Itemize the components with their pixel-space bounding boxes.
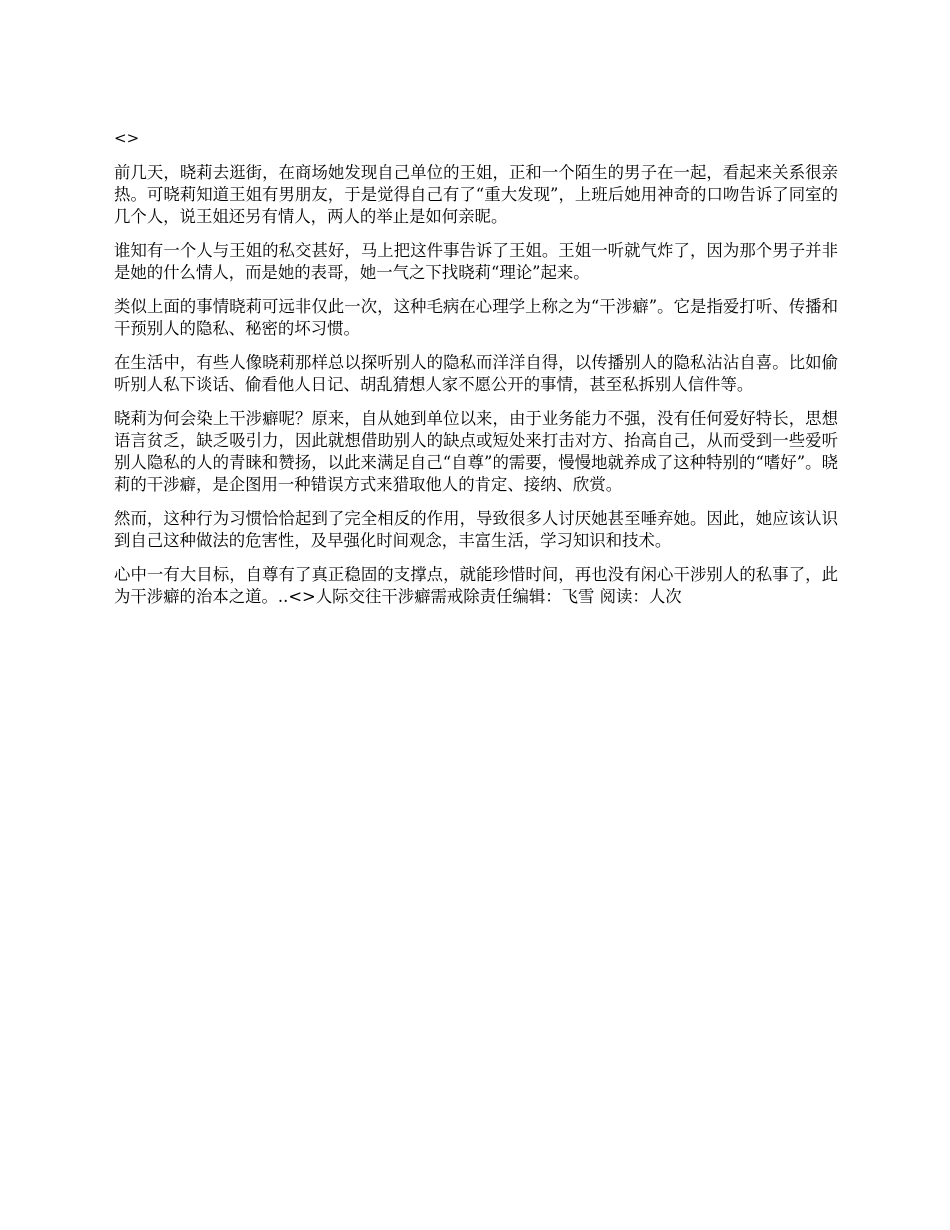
paragraph-5: 晓莉为何会染上干涉癖呢？原来，自从她到单位以来，由于业务能力不强，没有任何爱好特长，思想语言贫乏，缺乏吸引力，因此就想借助别人的缺点或短处来打击对方、抬高自己，从而受到一些爱听别人隐私的人的青睐和赞扬，以此来满足自己“自尊”的需要，慢慢地就养成了这种特别的“嗜好”。晓莉的干涉癖，是企图用一种错误方式来猎取他人的肯定、接纳、欣赏。	[114, 409, 838, 494]
paragraph-7: 心中一有大目标，自尊有了真正稳固的支撑点，就能珍惜时间，再也没有闲心干涉别人的私事了，此为干涉癖的治本之道。..<>人际交往干涉癖需戒除责任编辑：飞雪 阅读：人次	[114, 565, 838, 606]
paragraph-3: 类似上面的事情晓莉可远非仅此一次，这种毛病在心理学上称之为“干涉癖”。它是指爱打听、传播和干预别人的隐私、秘密的坏习惯。	[114, 297, 838, 338]
paragraph-4: 在生活中，有些人像晓莉那样总以探听别人的隐私而洋洋自得，以传播别人的隐私沾沾自喜。比如偷听别人私下谈话、偷看他人日记、胡乱猜想人家不愿公开的事情，甚至私拆别人信件等。	[114, 353, 838, 394]
paragraph-6: 然而，这种行为习惯恰恰起到了完全相反的作用，导致很多人讨厌她甚至唾弃她。因此，她应该认识到自己这种做法的危害性，及早强化时间观念，丰富生活，学习知识和技术。	[114, 509, 838, 550]
top-marker: <>	[114, 129, 140, 147]
paragraph-1: 前几天，晓莉去逛街，在商场她发现自己单位的王姐，正和一个陌生的男子在一起，看起来关系很亲热。可晓莉知道王姐有男朋友，于是觉得自己有了“重大发现”，上班后她用神奇的口吻告诉了同室的几个人，说王姐还另有情人，两人的举止是如何亲昵。	[114, 163, 838, 226]
document-body	[114, 128, 838, 620]
paragraph-2: 谁知有一个人与王姐的私交甚好，马上把这件事告诉了王姐。王姐一听就气炸了，因为那个男子并非是她的什么情人，而是她的表哥，她一气之下找晓莉“理论”起来。	[114, 241, 838, 282]
